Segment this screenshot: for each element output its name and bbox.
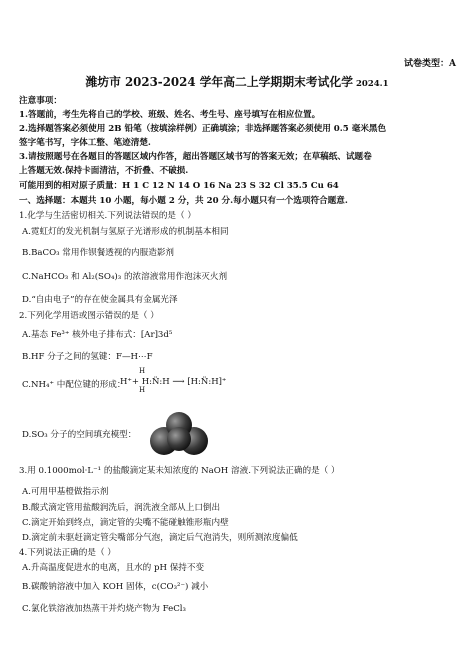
q4-b-formula-2: c(CO₃²⁻) [151, 582, 189, 592]
q3-option-b: B.酸式滴定管用盐酸润洗后，润洗液全部从上口倒出 [22, 503, 221, 513]
q3-stem-suffix: 溶液.下列说法正确的是（ ） [228, 466, 340, 476]
note-item-2: 2.选择题答案必须使用 2B 铅笔（按填涂样例）正确填涂；非选择题答案必须使用 0.5 毫米黑色 [19, 124, 387, 134]
atomic-masses: 可能用到的相对原子质量：H 1 C 12 N 14 O 16 Na 23 S 32 Cl 35.5 Cu 64 [19, 181, 339, 191]
q3-option-a: A.可用甲基橙做指示剂 [22, 487, 109, 497]
q1-c-mid: 和 [68, 272, 83, 282]
q3-stem-prefix: 3.用 0.1000mol·L⁻¹ 的盐酸滴定某未知浓度的 [19, 466, 202, 476]
q1-c-text: 的浓溶液常用作泡沫灭火剂 [121, 272, 228, 282]
q4-option-a: A.升高温度促进水的电离，且水的 pH 保持不变 [22, 563, 205, 573]
q4-option-b [22, 582, 208, 593]
sulfur-atom [167, 427, 191, 451]
lewis-top-h: H [139, 367, 146, 375]
note-item-3: 3.请按照题号在各题目的答题区域内作答，超出答题区域书写的答案无效；在草稿纸、试题卷 [19, 152, 372, 162]
so3-space-filling-model [148, 411, 212, 459]
q1-option-a: A.霓虹灯的发光机制与氢原子光谱形成的机制基本相同 [22, 227, 229, 237]
section-1-heading: 一、选择题：本题共 10 小题，每小题 2 分，共 20 分.每小题只有一个选项符合题意. [19, 196, 348, 206]
paper-type-label: 试卷类型：A [404, 59, 456, 69]
q1-c-formula-2: Al₂(SO₄)₃ [82, 272, 122, 282]
q2-option-a [22, 330, 172, 341]
q2-option-c [22, 380, 125, 391]
q2-a-formula: [Ar]3d⁵ [140, 330, 173, 340]
note-item-2-cont: 签字笔书写，字体工整、笔迹清楚. [19, 138, 151, 148]
q1-option-d: D.“自由电子”的存在使金属具有金属光泽 [22, 295, 178, 305]
q1-b-formula: BaCO₃ [31, 248, 60, 258]
q2-option-d: D.SO₃ 分子的空间填充模型： [22, 430, 137, 440]
notes-heading: 注意事项： [19, 96, 62, 106]
exam-title [0, 73, 474, 90]
q4-b-prefix: B.碳酸钠溶液中加入 [22, 582, 103, 592]
q4-c-formula: FeCl₃ [162, 604, 186, 614]
q2-a-text: A.基态 Fe³⁺ 核外电子排布式： [22, 330, 141, 340]
q1-b-prefix: B. [22, 248, 32, 258]
q4-b-suffix: 减小 [188, 582, 209, 592]
q1-c-prefix: C. [22, 272, 32, 282]
q1-option-b [22, 248, 174, 259]
title-text: 潍坊市 2023-2024 学年高二上学期期末考试化学 [85, 75, 353, 89]
q1-b-text: 常用作钡餐透视的内服造影剂 [59, 248, 175, 258]
q4-option-c [22, 604, 186, 615]
q2-c-text: C.NH₄⁺ 中配位键的形成： [22, 380, 126, 390]
q4-stem: 4.下列说法正确的是（ ） [19, 548, 116, 558]
q3-option-c: C.滴定开始到终点，滴定管的尖嘴不能碰触锥形瓶内壁 [22, 518, 229, 528]
q3-stem-formula: NaOH [201, 466, 229, 476]
q3-option-d: D.滴定前未驱赶滴定管尖嘴部分气泡，滴定后气泡消失，则所测浓度偏低 [22, 533, 298, 543]
exam-date: 2024.1 [356, 79, 389, 89]
note-item-3-cont: 上答题无效.保持卡面清洁，不折叠、不破损. [19, 166, 189, 176]
q4-c-prefix: C.氯化铁溶液加热蒸干并灼烧产物为 [22, 604, 163, 614]
q4-b-mid: 固体， [123, 582, 152, 592]
lewis-bottom-h: H [139, 386, 146, 394]
note-item-1: 1.答题前，考生先将自己的学校、班级、姓名、考生号、座号填写在相应位置。 [19, 110, 321, 120]
q3-stem [19, 466, 340, 477]
q4-b-formula: KOH [102, 582, 124, 592]
q1-stem: 1.化学与生活密切相关.下列说法错误的是（ ） [19, 211, 196, 221]
q1-c-formula-1: NaHCO₃ [31, 272, 69, 282]
q2-option-b: B.HF 分子之间的氢键：F—H⋯F [22, 352, 153, 362]
q2-stem: 2.下列化学用语或图示错误的是（ ） [19, 311, 159, 321]
nh4-lewis-equation [120, 367, 227, 394]
lewis-main-row: H⁺+ H:N̈:H ⟶ [H:N̈:H]⁺ [120, 377, 227, 387]
q1-option-c [22, 272, 227, 283]
